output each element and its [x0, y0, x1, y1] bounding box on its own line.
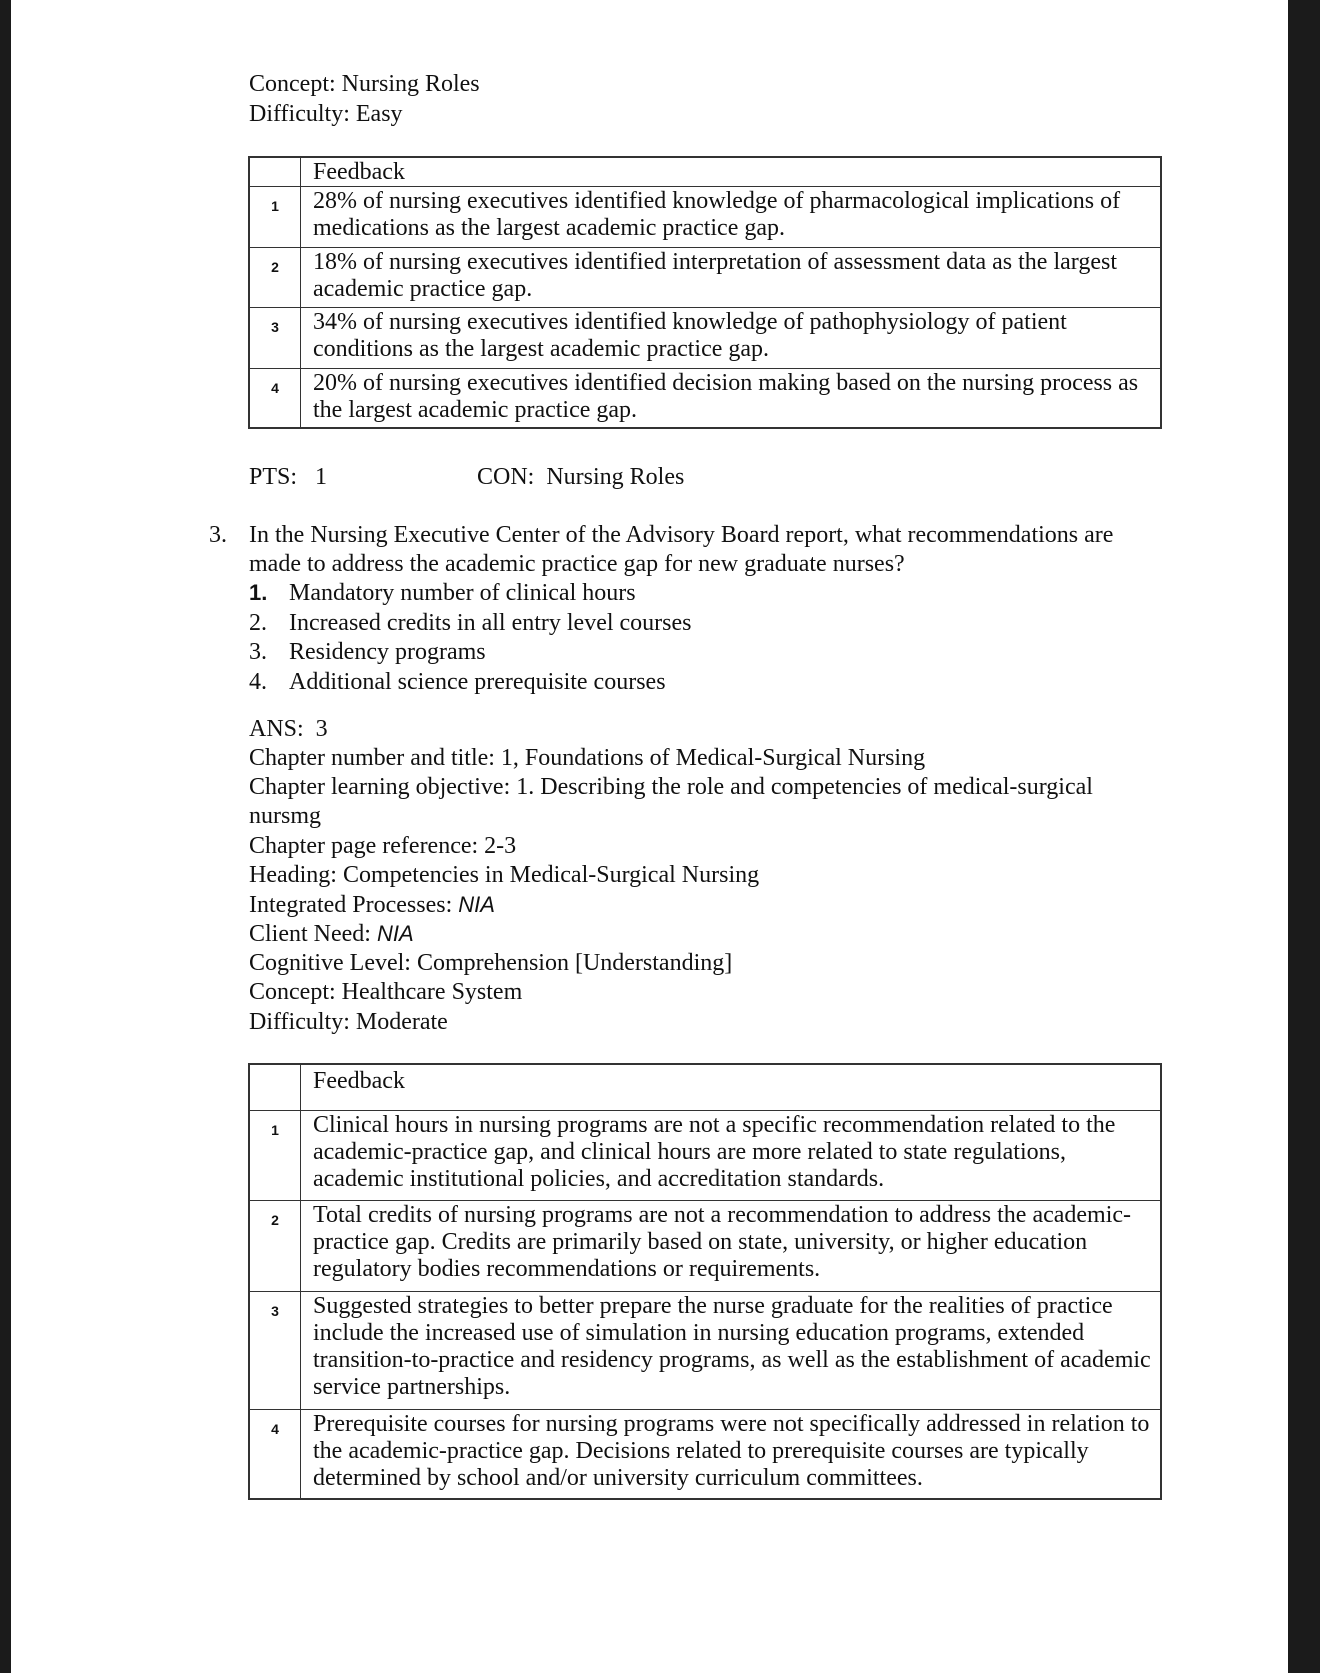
table-row	[249, 1291, 1161, 1409]
question-line-1: In the Nursing Executive Center of the Advisory Board report, what recommendations are	[249, 522, 1114, 548]
table-row	[249, 369, 1161, 428]
row-number: 4	[249, 1409, 301, 1499]
page-reference: Chapter page reference: 2-3	[249, 833, 517, 859]
row-text: Suggested strategies to better prepare the nurse graduate for the realities of practice include the increased use of simulation in nursing education programs, extended transition-to-practice and residency programs, as well as the establishment of academic service partnerships.	[301, 1291, 1162, 1409]
answer-text: ANS: 3	[249, 716, 328, 742]
row-number: 1	[249, 187, 301, 248]
row-number: 4	[249, 369, 301, 428]
feedback-table-bottom	[248, 1063, 1162, 1500]
row-number: 3	[249, 1291, 301, 1409]
header-num-cell	[249, 1064, 301, 1110]
client-need	[249, 920, 414, 948]
option-number: 1.	[249, 580, 268, 605]
table-row	[249, 1200, 1161, 1291]
option-number: 4.	[249, 669, 267, 695]
row-text: Clinical hours in nursing programs are not a specific recommendation related to the academic-practice gap, and clinical hours are more related to state regulations, academic institutional policies, and accreditation standards.	[301, 1110, 1162, 1200]
difficulty-text-2: Difficulty: Moderate	[249, 1009, 448, 1035]
row-number: 2	[249, 248, 301, 308]
con-text: CON: Nursing Roles	[477, 464, 685, 490]
row-text: 18% of nursing executives identified interpretation of assessment data as the largest academic practice gap.	[301, 248, 1162, 308]
table-row	[249, 1409, 1161, 1499]
integrated-processes	[249, 891, 495, 919]
question-number: 3.	[209, 522, 227, 548]
option-4	[249, 668, 666, 696]
value: NIA	[458, 892, 495, 917]
row-text: 34% of nursing executives identified knowledge of pathophysiology of patient conditions as the largest academic practice gap.	[301, 308, 1162, 369]
row-number: 3	[249, 308, 301, 369]
pts-text: PTS: 1	[249, 464, 328, 490]
option-2	[249, 609, 692, 637]
table-row	[249, 187, 1161, 248]
option-text: Residency programs	[289, 639, 486, 665]
row-text: 28% of nursing executives identified knowledge of pharmacological implications of medications as the largest academic practice gap.	[301, 187, 1162, 248]
label: Integrated Processes:	[249, 892, 459, 918]
option-text: Additional science prerequisite courses	[289, 669, 666, 695]
row-number: 1	[249, 1110, 301, 1200]
difficulty-text: Difficulty: Easy	[249, 101, 403, 127]
table-row	[249, 308, 1161, 369]
heading-text: Heading: Competencies in Medical-Surgical Nursing	[249, 862, 760, 888]
option-number: 3.	[249, 639, 267, 665]
concept-text: Concept: Nursing Roles	[249, 71, 480, 97]
table-row	[249, 248, 1161, 308]
row-text: 20% of nursing executives identified decision making based on the nursing process as the largest academic practice gap.	[301, 369, 1162, 428]
option-3	[249, 638, 486, 666]
option-text: Increased credits in all entry level courses	[289, 610, 692, 636]
document-page	[11, 0, 1288, 1673]
value: NIA	[376, 921, 414, 946]
feedback-header: Feedback	[301, 1064, 1162, 1110]
feedback-header: Feedback	[301, 157, 1162, 187]
feedback-table-top	[248, 156, 1162, 429]
chapter-text: Chapter number and title: 1, Foundations of Medical-Surgical Nursing	[249, 745, 926, 771]
concept-text-2: Concept: Healthcare System	[249, 979, 523, 1005]
option-1	[249, 579, 636, 607]
question-line-2: made to address the academic practice gap for new graduate nurses?	[249, 551, 905, 577]
row-text: Total credits of nursing programs are not a recommendation to address the academic-practice gap. Credits are primarily based on state, university, or higher education regulatory bodies recommendations or requirements.	[301, 1200, 1162, 1291]
cognitive-level: Cognitive Level: Comprehension [Understanding]	[249, 950, 733, 976]
option-number: 2.	[249, 610, 267, 636]
table-row	[249, 1110, 1161, 1200]
objective-line-2: nursmg	[249, 803, 321, 829]
objective-line-1: Chapter learning objective: 1. Describing the role and competencies of medical-surgical	[249, 774, 1093, 800]
row-text: Prerequisite courses for nursing programs were not specifically addressed in relation to the academic-practice gap. Decisions related to prerequisite courses are typically determined by school and/or university curriculum committees.	[301, 1409, 1162, 1499]
option-text: Mandatory number of clinical hours	[289, 580, 636, 606]
row-number: 2	[249, 1200, 301, 1291]
label: Client Need:	[249, 921, 377, 947]
header-num-cell	[249, 157, 301, 187]
